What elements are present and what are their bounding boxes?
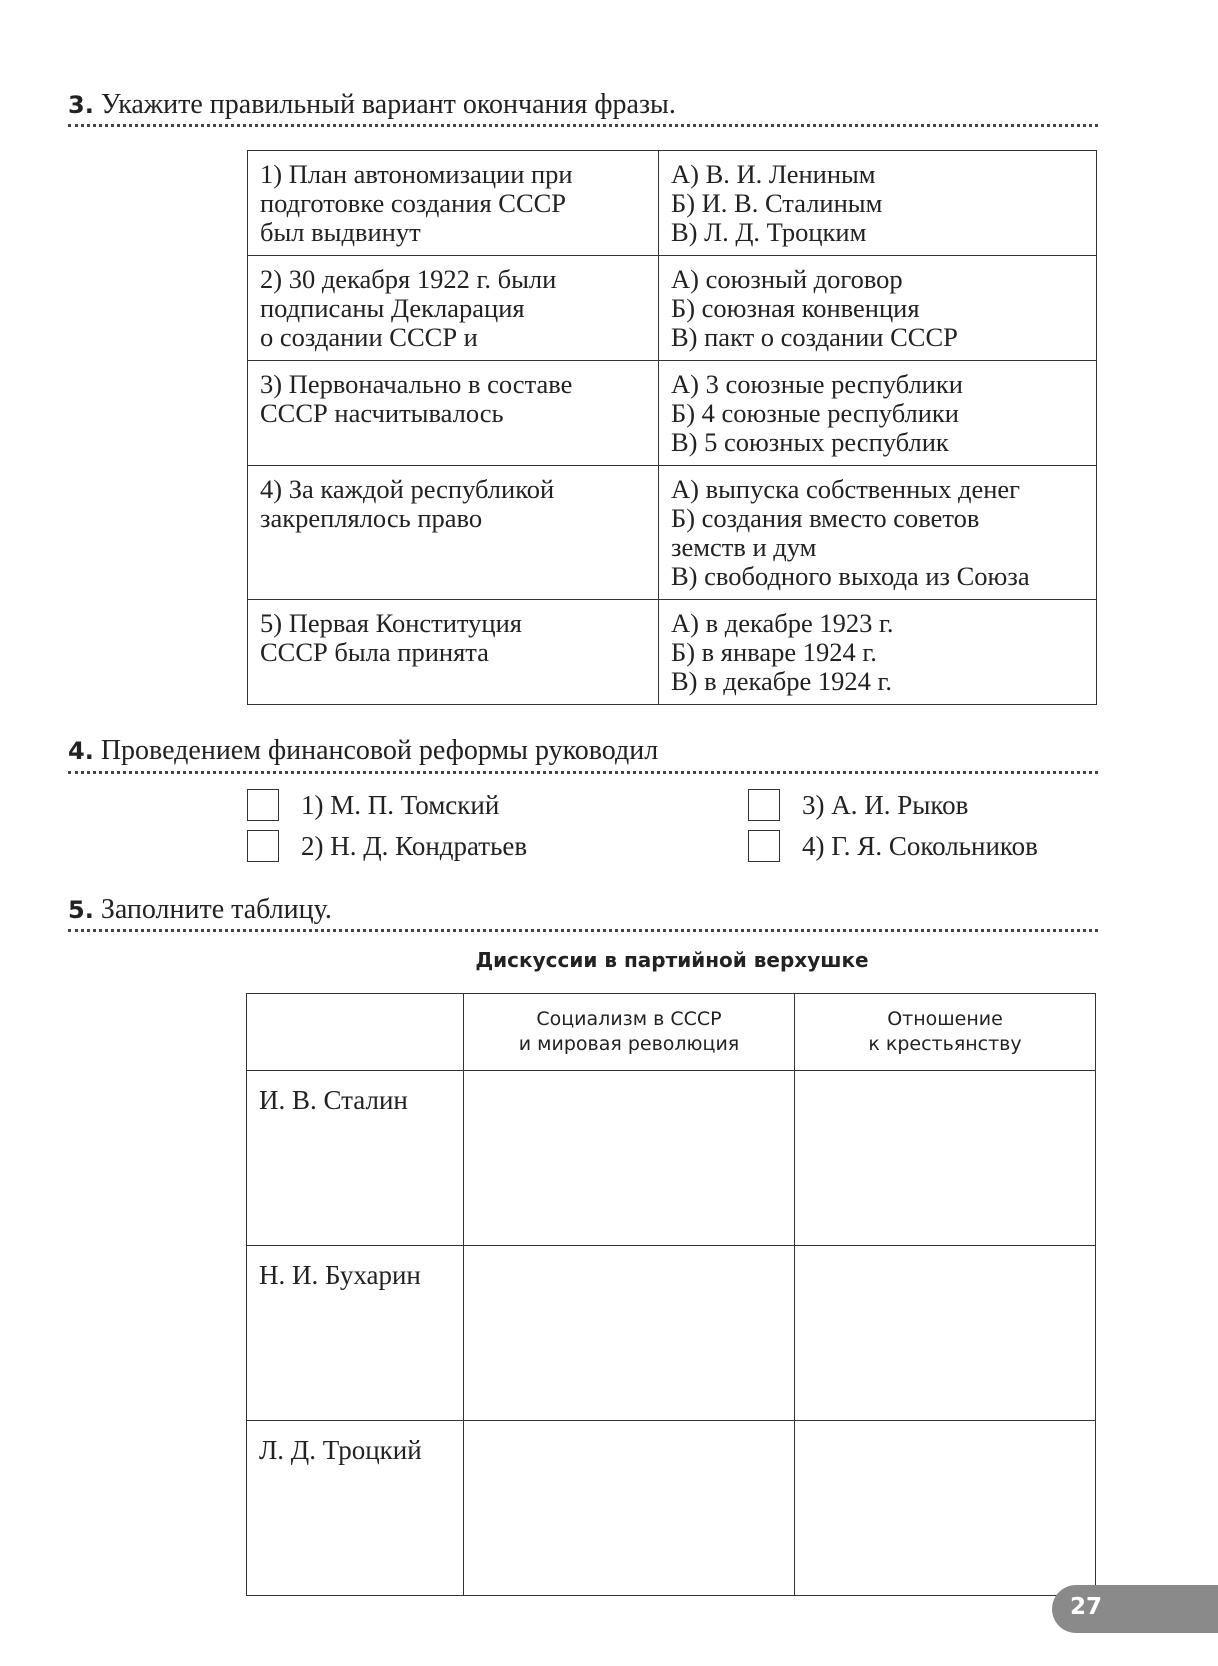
question-cell [248, 151, 659, 256]
question-line: подписаны Декларация [260, 293, 525, 323]
option-4-label: 4) Г. Я. Сокольников [802, 830, 1038, 861]
answer-option: В) свободного выхода из Союза [671, 561, 1030, 591]
option-2-checkbox[interactable] [247, 830, 279, 862]
table-row [247, 1246, 1096, 1421]
answer-cell [659, 361, 1097, 466]
column-header-line: Отношение [887, 1008, 1003, 1030]
question-line: подготовке создания СССР [260, 188, 567, 218]
answer-option: В) Л. Д. Троцким [671, 217, 867, 247]
option-2-label: 2) Н. Д. Кондратьев [301, 830, 528, 861]
table-row [248, 600, 1097, 705]
answer-cell [659, 151, 1097, 256]
task3-heading [68, 88, 1098, 122]
column-header [464, 994, 795, 1071]
option-3[interactable] [748, 789, 968, 821]
task3-matching-table [247, 150, 1097, 705]
column-header [795, 994, 1096, 1071]
answer-option: В) 5 союзных республик [671, 427, 949, 457]
answer-option: А) союзный договор [671, 264, 903, 294]
table-header-row [247, 994, 1096, 1071]
answer-option: А) выпуска собственных денег [671, 474, 1021, 504]
table-row [248, 361, 1097, 466]
task3-divider [68, 124, 1098, 127]
answer-option: А) 3 союзные республики [671, 369, 963, 399]
table-row [247, 1421, 1096, 1596]
option-4-checkbox[interactable] [748, 830, 780, 862]
option-1-label: 1) М. П. Томский [301, 789, 500, 820]
question-line: 1) План автономизации при [260, 159, 573, 189]
answer-cell [659, 256, 1097, 361]
question-cell [248, 466, 659, 600]
answer-option: Б) в январе 1924 г. [671, 637, 877, 667]
question-cell [248, 361, 659, 466]
answer-cell[interactable] [795, 1421, 1096, 1596]
question-cell [248, 256, 659, 361]
answer-option: Б) 4 союзные республики [671, 398, 959, 428]
answer-option: Б) создания вместо советов [671, 503, 980, 533]
answer-cell[interactable] [464, 1071, 795, 1246]
answer-cell[interactable] [795, 1246, 1096, 1421]
answer-option: земств и дум [671, 532, 817, 562]
table-row [248, 151, 1097, 256]
column-header-line: к крестьянству [868, 1033, 1022, 1055]
page-number-tab [1052, 1585, 1218, 1633]
task4-divider [68, 771, 1098, 774]
task3-number: 3. [68, 91, 94, 119]
answer-cell[interactable] [464, 1246, 795, 1421]
fill-in-table [246, 993, 1096, 1596]
question-line: о создании СССР и [260, 322, 478, 352]
option-1[interactable] [247, 789, 499, 821]
task5-divider [68, 929, 1098, 932]
option-3-label: 3) А. И. Рыков [802, 789, 969, 820]
answer-cell [659, 466, 1097, 600]
option-1-checkbox[interactable] [247, 789, 279, 821]
corner-cell [247, 994, 464, 1071]
answer-cell[interactable] [795, 1071, 1096, 1246]
answer-cell [659, 600, 1097, 705]
answer-option: А) В. И. Лениным [671, 159, 876, 189]
option-2[interactable] [247, 830, 527, 862]
answer-option: А) в декабре 1923 г. [671, 608, 894, 638]
task4-heading [68, 734, 1098, 768]
task4-text: Проведением финансовой реформы руководил [100, 735, 659, 766]
question-cell [248, 600, 659, 705]
table-row [248, 466, 1097, 600]
table-row [247, 1071, 1096, 1246]
table-title: Дискуссии в партийной верхушке [475, 948, 869, 972]
answer-cell[interactable] [464, 1421, 795, 1596]
question-line: был выдвинут [260, 217, 421, 247]
question-line: СССР была принята [260, 637, 489, 667]
row-header: И. В. Сталин [247, 1071, 464, 1246]
option-4[interactable] [748, 830, 1038, 862]
question-line: СССР насчитывалось [260, 398, 504, 428]
column-header-line: и мировая революция [518, 1033, 740, 1055]
column-header-line: Социализм в СССР [536, 1008, 722, 1030]
answer-option: Б) И. В. Сталиным [671, 188, 883, 218]
question-line: 5) Первая Конституция [260, 608, 522, 638]
question-line: 2) 30 декабря 1922 г. были [260, 264, 557, 294]
option-3-checkbox[interactable] [748, 789, 780, 821]
page-number: 27 [1070, 1594, 1103, 1620]
task4-number: 4. [68, 737, 94, 765]
task5-heading [68, 893, 1098, 927]
question-line: закреплялось право [260, 503, 483, 533]
question-line: 4) За каждой республикой [260, 474, 555, 504]
task5-number: 5. [68, 896, 94, 924]
question-line: 3) Первоначально в составе [260, 369, 573, 399]
answer-option: В) в декабре 1924 г. [671, 666, 892, 696]
task3-text: Укажите правильный вариант окончания фразы. [100, 89, 676, 120]
answer-option: Б) союзная конвенция [671, 293, 920, 323]
row-header: Н. И. Бухарин [247, 1246, 464, 1421]
task5-text: Заполните таблицу. [100, 894, 332, 925]
row-header: Л. Д. Троцкий [247, 1421, 464, 1596]
table-row [248, 256, 1097, 361]
answer-option: В) пакт о создании СССР [671, 322, 958, 352]
